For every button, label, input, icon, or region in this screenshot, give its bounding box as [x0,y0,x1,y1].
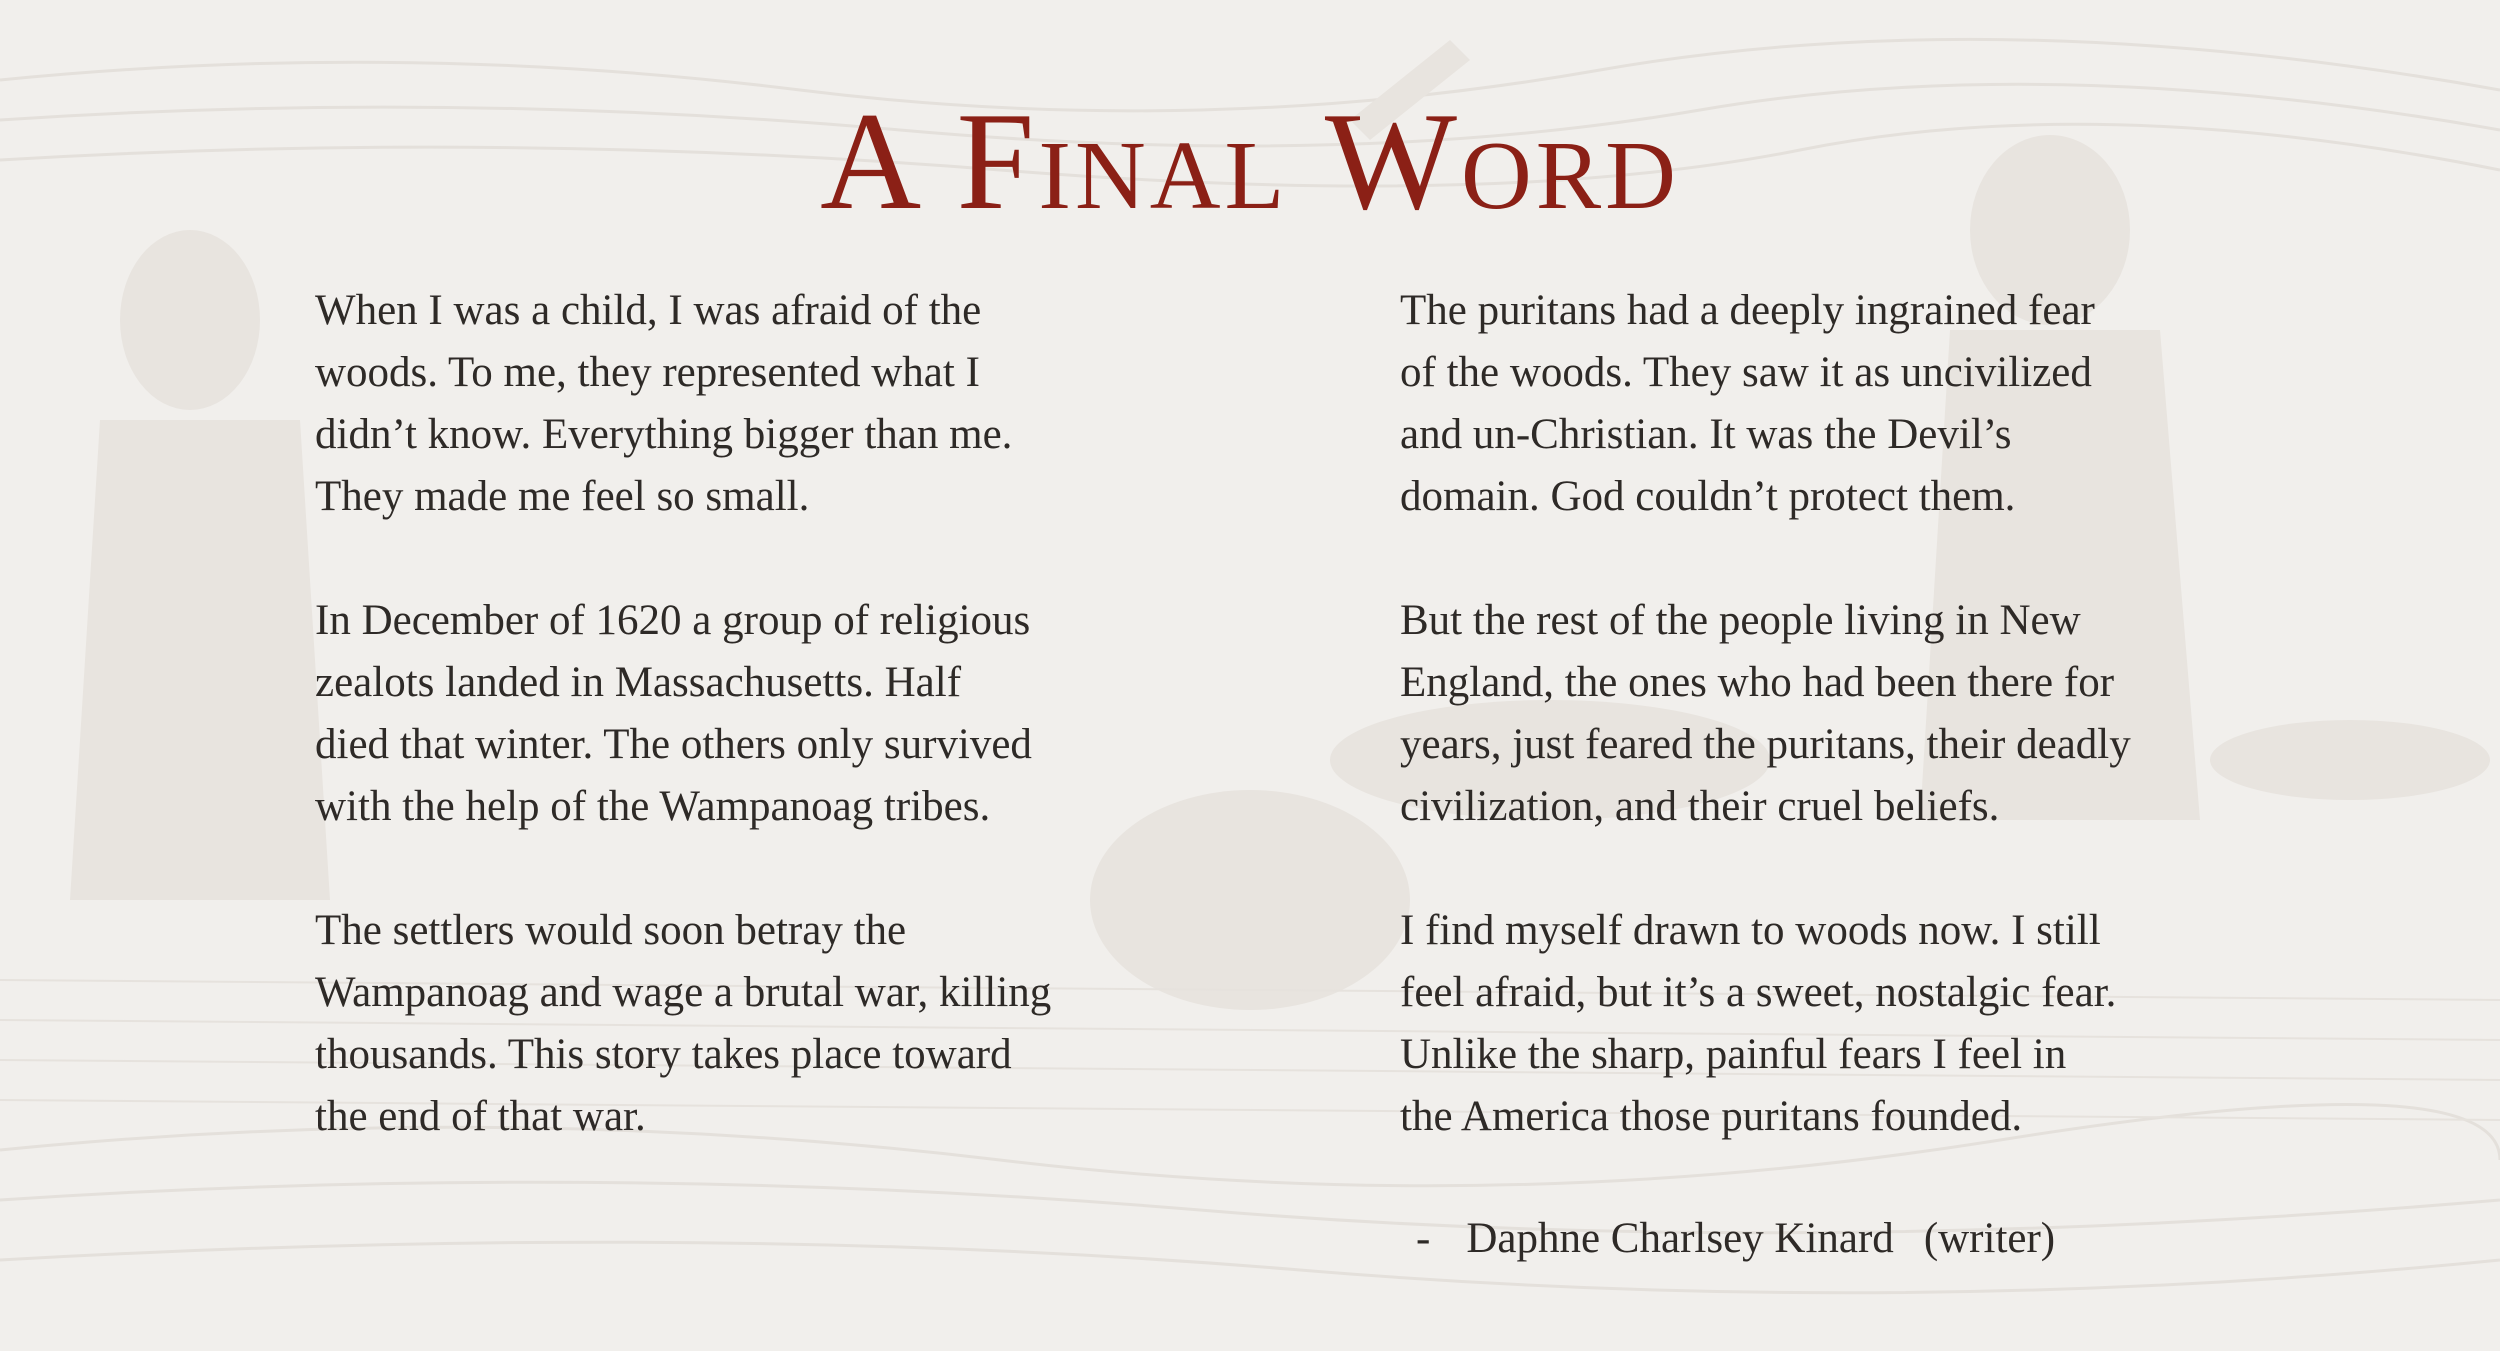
signature-name: Daphne Charlsey Kinard [1466,1215,1894,1262]
paragraph: When I was a child, I was afraid of the woods. To me, they represented what I didn’t know. Everything bigger than me. They made me feel so small. [315,287,1013,520]
paragraph: The settlers would soon betray the Wampanoag and wage a brutal war, killing thousands. This story takes place toward the end of that war. [315,907,1052,1140]
right-column [1400,280,2260,1270]
paragraph: I find myself drawn to woods now. I still feel afraid, but it’s a sweet, nostalgic fear. Unlike the sharp, painful fears I feel in the America those puritans founded. [1400,907,2117,1140]
signature-role: (writer) [1923,1215,2056,1262]
left-column [315,280,1175,1210]
page-title: A Final Word [820,84,1680,239]
signature [1400,1208,2260,1270]
paragraph: In December of 1620 a group of religious zealots landed in Massachusetts. Half died that winter. The others only survived with the help of the Wampanoag tribes. [315,597,1032,830]
paragraph: The puritans had a deeply ingrained fear of the woods. They saw it as uncivilized and un-Christian. It was the Devil’s domain. God couldn’t protect them. [1400,287,2095,520]
paragraph: But the rest of the people living in New England, the ones who had been there for years, just feared the puritans, their deadly civilization, and their cruel beliefs. [1400,597,2131,830]
signature-dash: - [1416,1215,1431,1262]
